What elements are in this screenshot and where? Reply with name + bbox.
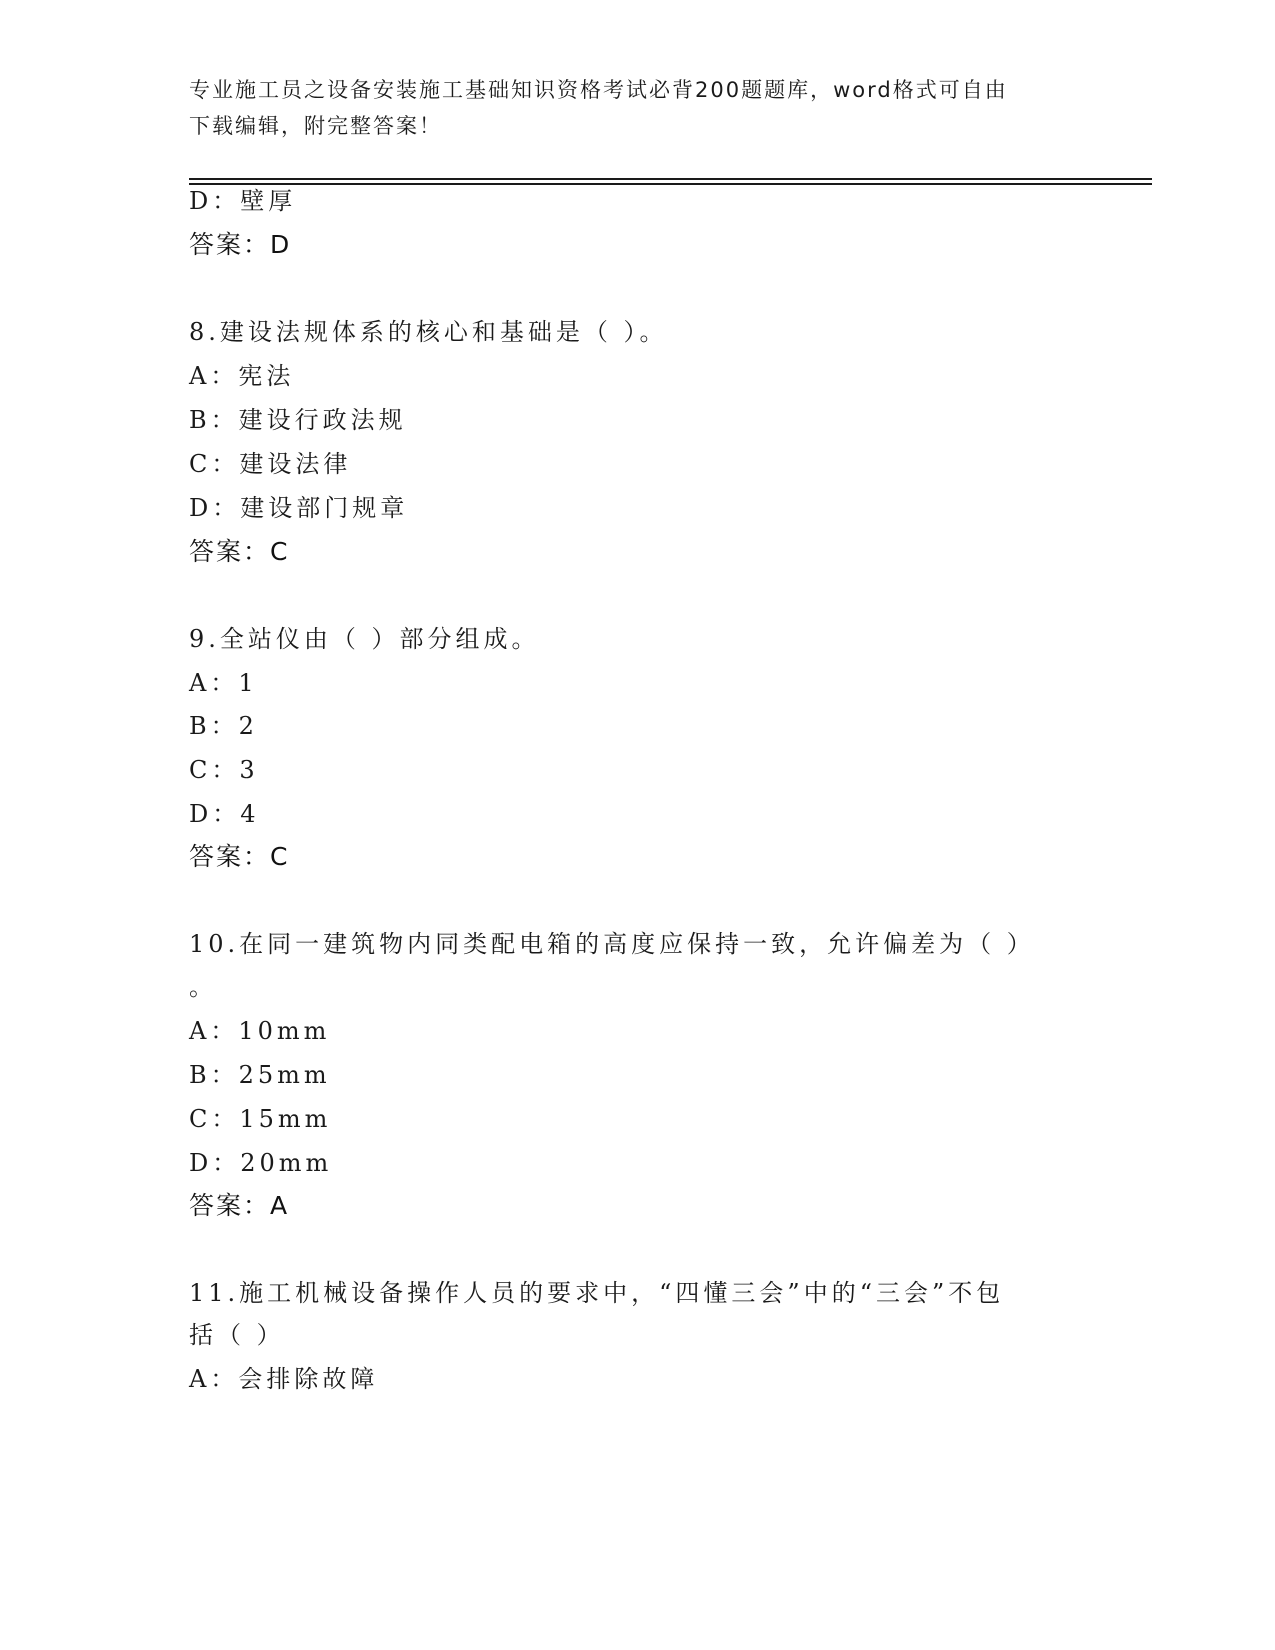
q9-option-a: A：1 (189, 669, 258, 697)
q10-question-line-1: 10.在同一建筑物内同类配电箱的高度应保持一致，允许偏差为（ ） (189, 930, 1035, 958)
q9-question: 9.全站仪由（ ）部分组成。 (189, 625, 540, 653)
q10-option-a: A：10mm (189, 1017, 331, 1045)
q9-option-c: C：3 (189, 756, 259, 784)
q8-option-a: A：宪法 (189, 362, 295, 390)
q8-option-b: B：建设行政法规 (189, 406, 407, 434)
q10-answer: 答案：A (189, 1191, 290, 1220)
q11-question-line-2: 括（ ） (189, 1321, 285, 1349)
header-line-1: 专业施工员之设备安装施工基础知识资格考试必背200题题库，word格式可自由 (189, 78, 1008, 102)
header-line-2: 下载编辑，附完整答案！ (189, 114, 442, 138)
q10-option-c: C：15mm (189, 1105, 332, 1133)
header-divider-top (189, 178, 1152, 180)
document-header (189, 72, 1089, 144)
q8-option-d: D：建设部门规章 (189, 494, 409, 522)
q8-option-c: C：建设法律 (189, 450, 352, 478)
q11-question-line-1: 11.施工机械设备操作人员的要求中，“四懂三会”中的“三会”不包 (189, 1279, 1005, 1307)
header-divider-bottom (189, 183, 1152, 185)
q9-option-b: B：2 (189, 712, 258, 740)
prev-option-d: D：壁厚 (189, 187, 297, 215)
q8-answer: 答案：C (189, 537, 290, 566)
q8-question: 8.建设法规体系的核心和基础是（ ）。 (189, 318, 668, 346)
q10-question-line-2: 。 (189, 973, 217, 1001)
q10-option-b: B：25mm (189, 1061, 331, 1089)
q9-option-d: D：4 (189, 800, 260, 828)
q10-option-d: D：20mm (189, 1149, 333, 1177)
q9-answer: 答案：C (189, 842, 290, 871)
q11-option-a: A：会排除故障 (189, 1365, 379, 1393)
prev-answer: 答案：D (189, 230, 292, 259)
